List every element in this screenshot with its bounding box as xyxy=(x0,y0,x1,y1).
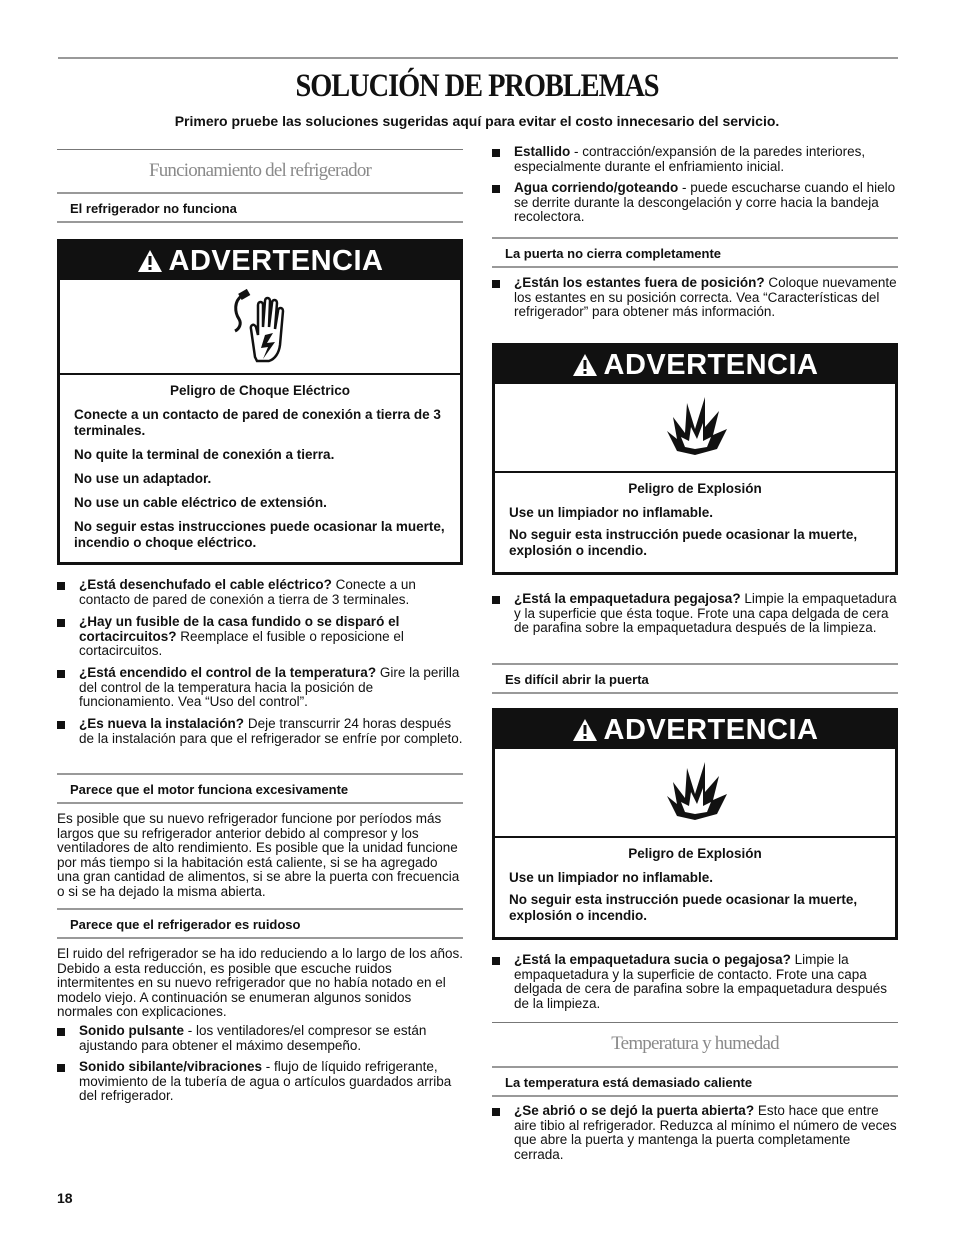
warning-line: No seguir esta instrucción puede ocasionar la muerte, explosión o incendio. xyxy=(509,527,858,558)
warning-label: ADVERTENCIA xyxy=(603,348,819,381)
warning-label: ADVERTENCIA xyxy=(168,244,384,277)
subheading-ruidoso: Parece que el refrigerador es ruidoso xyxy=(57,908,463,939)
section-title-funcionamiento: Funcionamiento del refrigerador xyxy=(57,149,463,182)
bullet-square-icon xyxy=(57,670,65,678)
bullet-question: ¿Está la empaquetadura sucia o pegajosa? xyxy=(514,952,791,967)
bullet-question: ¿Hay un fusible de la casa fundido o se disparó el cortacircuitos? xyxy=(79,614,400,644)
warning-line: No seguir estas instrucciones puede ocasionar la muerte, incendio o choque eléctrico. xyxy=(74,519,445,550)
bullet-square-icon xyxy=(492,185,500,193)
bullet-question: Sonido pulsante xyxy=(79,1023,185,1038)
warning-body xyxy=(60,375,460,557)
bullet-square-icon xyxy=(492,596,500,604)
warning-line: No use un cable eléctrico de extensión. xyxy=(74,495,327,510)
bullet-square-icon xyxy=(492,280,500,288)
bullet-question: ¿Está la empaquetadura pegajosa? xyxy=(514,591,741,606)
warning-box-explosion xyxy=(492,343,898,575)
warning-label: ADVERTENCIA xyxy=(603,713,819,746)
warning-body xyxy=(495,473,895,565)
bullet-question: Sonido sibilante/vibraciones xyxy=(79,1059,263,1074)
warning-line: No quite la terminal de conexión a tierra. xyxy=(74,447,335,462)
bullet-question: Agua corriendo/goteando xyxy=(514,180,679,195)
subheading-no-funciona: El refrigerador no funciona xyxy=(57,192,463,223)
bullet-answer: - puede escucharse cuando el hielo se derrite durante la descongelación y corre hacia la bandeja recolectora. xyxy=(514,180,896,224)
bullet-answer: Limpie la empaquetadura y la superficie de contacto. Frote una capa delgada de cera de parafina sobre la empaquetadura después de la limpieza. xyxy=(514,952,888,1011)
bullet-question: ¿Están los estantes fuera de posición? xyxy=(514,275,765,290)
paragraph-motor: Es posible que su nuevo refrigerador funcione por períodos más largos que su refrigerador anterior debido al compresor y los ventiladores de alto rendimiento. Es posible que la unidad funcione por más tiempo si la habitación está caliente, si se ha agregado una gran cantidad de alimentos, si se abre la puerta con frecuencia o si se ha dejado la misma abierta. xyxy=(57,811,460,899)
bullet-square-icon xyxy=(57,721,65,729)
warning-header xyxy=(60,242,460,280)
bullet-square-icon xyxy=(57,1064,65,1072)
bullet-square-icon xyxy=(57,582,65,590)
warning-line: Conecte a un contacto de pared de conexión a tierra de 3 terminales. xyxy=(74,407,441,438)
bullet-square-icon xyxy=(492,957,500,965)
page-number: 18 xyxy=(57,1190,73,1206)
bullet-answer: Coloque nuevamente los estantes en su posición correcta. Vea “Características del refrigerador” para obtener más información. xyxy=(514,275,897,319)
warning-triangle-icon xyxy=(137,249,163,273)
bullet-square-icon xyxy=(57,619,65,627)
electric-shock-hand-icon xyxy=(60,280,460,375)
warning-line: No use un adaptador. xyxy=(74,471,212,486)
hazard-title: Peligro de Choque Eléctrico xyxy=(169,383,351,398)
warning-line: Use un limpiador no inflamable. xyxy=(509,870,714,885)
subheading-motor: Parece que el motor funciona excesivamente xyxy=(57,773,463,804)
bullet-question: ¿Es nueva la instalación? xyxy=(79,716,245,731)
warning-line: Use un limpiador no inflamable. xyxy=(509,505,714,520)
section-title-temperatura: Temperatura y humedad xyxy=(492,1022,898,1055)
warning-body xyxy=(495,838,895,930)
bullet-answer: Deje transcurrir 24 horas después de la instalación para que el refrigerador se enfríe por completo. xyxy=(79,716,463,746)
warning-header xyxy=(495,346,895,384)
bullet-answer: - los ventiladores/el compresor se están ajustando para obtener el máximo desempeño. xyxy=(79,1023,427,1053)
bullet-answer: Gire la perilla del control de la temperatura hacia la posición de funcionamiento. Vea “Uso del control”. xyxy=(79,665,460,709)
bullet-square-icon xyxy=(492,1108,500,1116)
top-rule xyxy=(58,57,898,59)
subheading-temperatura-caliente: La temperatura está demasiado caliente xyxy=(492,1066,898,1097)
warning-box-explosion xyxy=(492,708,898,940)
bullet-question: ¿Se abrió o se dejó la puerta abierta? xyxy=(514,1103,755,1118)
bullet-answer: Conecte a un contacto de pared de conexión a tierra de 3 terminales. xyxy=(79,577,416,607)
bullet-answer: - flujo de líquido refrigerante, movimiento de la tubería de agua o artículos guardados arriba del refrigerador. xyxy=(79,1059,452,1103)
warning-line: No seguir esta instrucción puede ocasionar la muerte, explosión o incendio. xyxy=(509,892,858,923)
bullet-question: Estallido xyxy=(514,144,571,159)
hazard-title: Peligro de Explosión xyxy=(628,846,762,861)
page-subtitle: Primero pruebe las soluciones sugeridas aquí para evitar el costo innecesario del servicio. xyxy=(174,113,780,129)
explosion-icon xyxy=(495,749,895,838)
subheading-puerta-no-cierra: La puerta no cierra completamente xyxy=(492,237,898,268)
bullet-question: ¿Está desenchufado el cable eléctrico? xyxy=(79,577,332,592)
bullet-square-icon xyxy=(492,149,500,157)
bullet-answer: Reemplace el fusible o reposicione el cortacircuitos. xyxy=(79,628,404,658)
bullet-answer: Esto hace que entre aire tibio al refrigerador. Reduzca al mínimo el número de veces que abre la puerta y mantenga la puerta completamente cerrada. xyxy=(514,1103,897,1162)
explosion-icon xyxy=(495,384,895,473)
warning-triangle-icon xyxy=(572,718,598,742)
bullet-answer: - contracción/expansión de la paredes interiores, especialmente durante el enfriamiento inicial. xyxy=(514,144,866,174)
warning-box-shock xyxy=(57,239,463,565)
bullet-square-icon xyxy=(57,1028,65,1036)
bullet-answer: Limpie la empaquetadura y la superficie que ésta toque. Frote una capa delgada de cera de parafina sobre la empaquetadura después de la limpieza. xyxy=(514,591,897,635)
subheading-dificil-abrir: Es difícil abrir la puerta xyxy=(492,663,898,694)
page-title: SOLUCIÓN DE PROBLEMAS xyxy=(295,68,659,104)
warning-header xyxy=(495,711,895,749)
bullet-question: ¿Está encendido el control de la temperatura? xyxy=(79,665,377,680)
warning-triangle-icon xyxy=(572,353,598,377)
hazard-title: Peligro de Explosión xyxy=(628,481,762,496)
paragraph-ruidoso: El ruido del refrigerador se ha ido reduciendo a lo largo de los años. Debido a esta reducción, es posible que escuche ruidos intermitentes en su nuevo refrigerador que no había notado en el modelo viejo. A continuación se enumeran algunos sonidos normales con explicaciones. xyxy=(57,946,464,1019)
